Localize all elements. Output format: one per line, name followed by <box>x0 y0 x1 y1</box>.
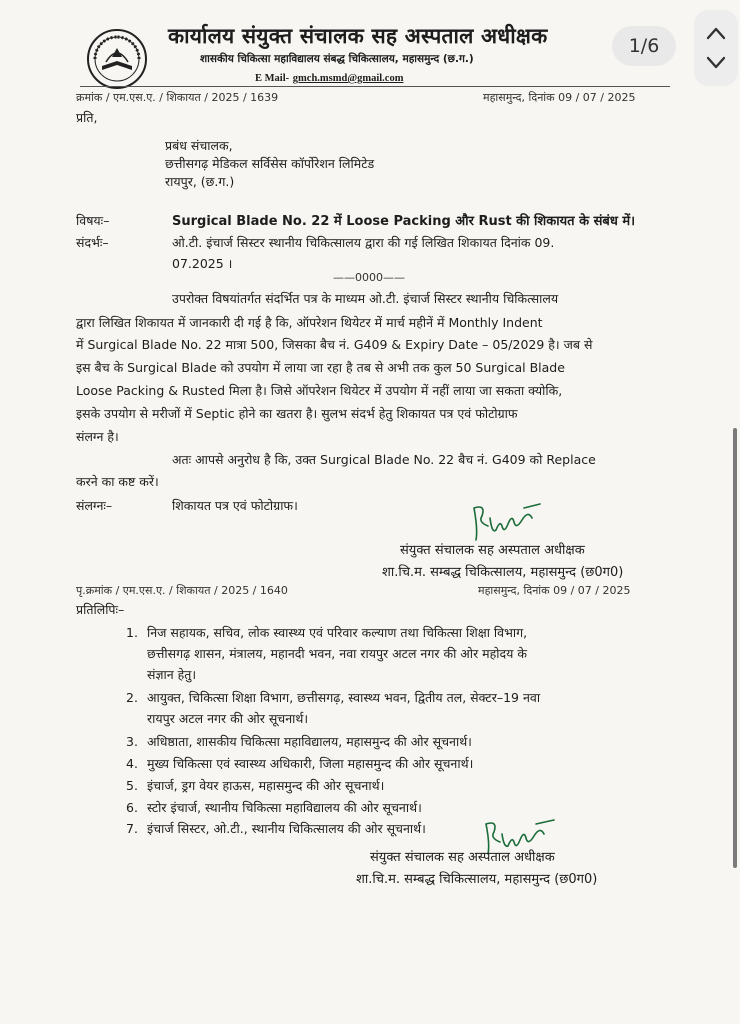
office-email <box>255 72 403 84</box>
copy-item-line: इंचार्ज सिस्टर, ओ.टी., स्थानीय चिकित्सालय की ओर सूचनार्थ। <box>147 821 426 836</box>
copy-label: प्रतिलिपिः– <box>76 602 125 617</box>
copy-item-number: 1. <box>126 625 138 640</box>
copy-item-line: निज सहायक, सचिव, लोक स्वास्थ्य एवं परिवार कल्याण तथा चिकित्सा शिक्षा विभाग, <box>147 625 528 640</box>
copy-item-line: छत्तीसगढ़ शासन, मंत्रालय, महानदी भवन, नवा रायपुर अटल नगर की ओर महोदय के <box>147 646 527 661</box>
request-line: करने का कष्ट करें। <box>76 474 159 489</box>
college-emblem-icon <box>86 28 148 90</box>
letter-date: महासमुन्द, दिनांक 09 / 07 / 2025 <box>483 91 636 104</box>
office-title: कार्यालय संयुक्त संचालक सह अस्पताल अधीक्षक <box>168 24 548 48</box>
chevron-down-icon[interactable] <box>706 56 726 70</box>
copy-item-number: 2. <box>126 690 138 705</box>
addressee-line: प्रबंध संचालक, <box>165 138 233 153</box>
addressee-line: रायपुर, (छ.ग.) <box>165 174 235 189</box>
copy-item-number: 3. <box>126 734 138 749</box>
body-line: इसके उपयोग से मरीजों में Septic होने का खतरा है। सुलभ संदर्भ हेतु शिकायत पत्र एवं फोटोग्राफ <box>76 406 518 421</box>
letter-ref-number: क्रमांक / एम.एस.ए. / शिकायत / 2025 / 1639 <box>76 91 279 104</box>
reference-text: 07.2025 । <box>172 256 233 271</box>
email-address: gmch.msmd@gmail.com <box>292 73 404 84</box>
reference-text: ओ.टी. इंचार्ज सिस्टर स्थानीय चिकित्सालय द्वारा की गई लिखित शिकायत दिनांक 09. <box>172 235 555 250</box>
copy-ref-number: पृ.क्रमांक / एम.एस.ए. / शिकायत / 2025 / 1640 <box>76 584 288 597</box>
body-line: द्वारा लिखित शिकायत में जानकारी दी गई है कि, ऑपरेशन थियेटर में मार्च महीनें में Monthly Indent <box>76 315 543 330</box>
request-line: अतः आपसे अनुरोध है कि, उक्त Surgical Blade No. 22 बैच नं. G409 को Replace <box>172 452 596 467</box>
copy-signatory-org: शा.चि.म. सम्बद्ध चिकित्सालय, महासमुन्द (छ0ग0) <box>356 872 598 887</box>
header-divider <box>80 86 670 87</box>
page-nav-control[interactable] <box>694 10 738 86</box>
copy-date: महासमुन्द, दिनांक 09 / 07 / 2025 <box>478 584 631 597</box>
copy-item-line: रायपुर अटल नगर की ओर सूचनार्थ। <box>147 711 309 726</box>
copy-item-line: अधिष्ठाता, शासकीय चिकित्सा महाविद्यालय, महासमुन्द की ओर सूचनार्थ। <box>147 734 472 749</box>
email-label: E Mail- <box>255 73 290 84</box>
addressee-line: छत्तीसगढ़ मेडिकल सर्विसेस कॉर्पोरेशन लिमिटेड <box>165 156 375 171</box>
enclosure-text: शिकायत पत्र एवं फोटोग्राफ। <box>172 498 298 513</box>
body-line: उपरोक्त विषयांतर्गत संदर्भित पत्र के माध्यम ओ.टी. इंचार्ज सिस्टर स्थानीय चिकित्सालय <box>172 291 559 306</box>
page-indicator[interactable]: 1/6 <box>612 26 676 66</box>
enclosure-label: संलग्नः– <box>76 498 113 513</box>
copy-signatory-title: संयुक्त संचालक सह अस्पताल अधीक्षक <box>370 850 555 865</box>
copy-item-number: 6. <box>126 800 138 815</box>
copy-item-number: 5. <box>126 778 138 793</box>
copy-item-number: 7. <box>126 821 138 836</box>
body-line: Loose Packing & Rusted मिला है। जिसे ऑपरेशन थियेटर में उपयोग में नहीं लाया जा सकता क्योकि, <box>76 383 563 398</box>
copy-item-line: इंचार्ज, ड्रग वेयर हाऊस, महासमुन्द की ओर सूचनार्थ। <box>147 778 385 793</box>
body-line: संलग्न है। <box>76 429 119 444</box>
body-line: में Surgical Blade No. 22 मात्रा 500, जिसका बैच नं. G409 & Expiry Date – 05/2029 है। जब से <box>76 337 593 352</box>
reference-label: संदर्भः– <box>76 235 109 250</box>
signatory-title: संयुक्त संचालक सह अस्पताल अधीक्षक <box>400 543 585 558</box>
subject-text: Surgical Blade No. 22 में Loose Packing और Rust की शिकायत के संबंध में। <box>172 214 636 229</box>
copy-item-line: संज्ञान हेतु। <box>147 667 197 682</box>
separator: ——0000—— <box>333 271 405 284</box>
copy-item-line: स्टोर इंचार्ज, स्थानीय चिकित्सा महाविद्यालय की ओर सूचनार्थ। <box>147 800 422 815</box>
subject-label: विषयः– <box>76 213 110 228</box>
to-label: प्रति, <box>76 110 98 125</box>
signatory-org: शा.चि.म. सम्बद्ध चिकित्सालय, महासमुन्द (छ0ग0) <box>382 565 624 580</box>
body-line: इस बैच के Surgical Blade को उपयोग में लाया जा रहा है तब से अभी तक कुल 50 Surgical Blade <box>76 360 565 375</box>
scrollbar[interactable] <box>733 428 737 868</box>
copy-item-line: मुख्य चिकित्सा एवं स्वास्थ्य अधिकारी, जिला महासमुन्द की ओर सूचनार्थ। <box>147 756 474 771</box>
chevron-up-icon[interactable] <box>706 26 726 40</box>
office-subtitle: शासकीय चिकित्सा महाविद्यालय संबद्ध चिकित्सालय, महासमुन्द (छ.ग.) <box>200 53 474 65</box>
copy-item-number: 4. <box>126 756 138 771</box>
copy-item-line: आयुक्त, चिकित्सा शिक्षा विभाग, छत्तीसगढ़, स्वास्थ्य भवन, द्वितीय तल, सेक्टर–19 नवा <box>147 690 541 705</box>
